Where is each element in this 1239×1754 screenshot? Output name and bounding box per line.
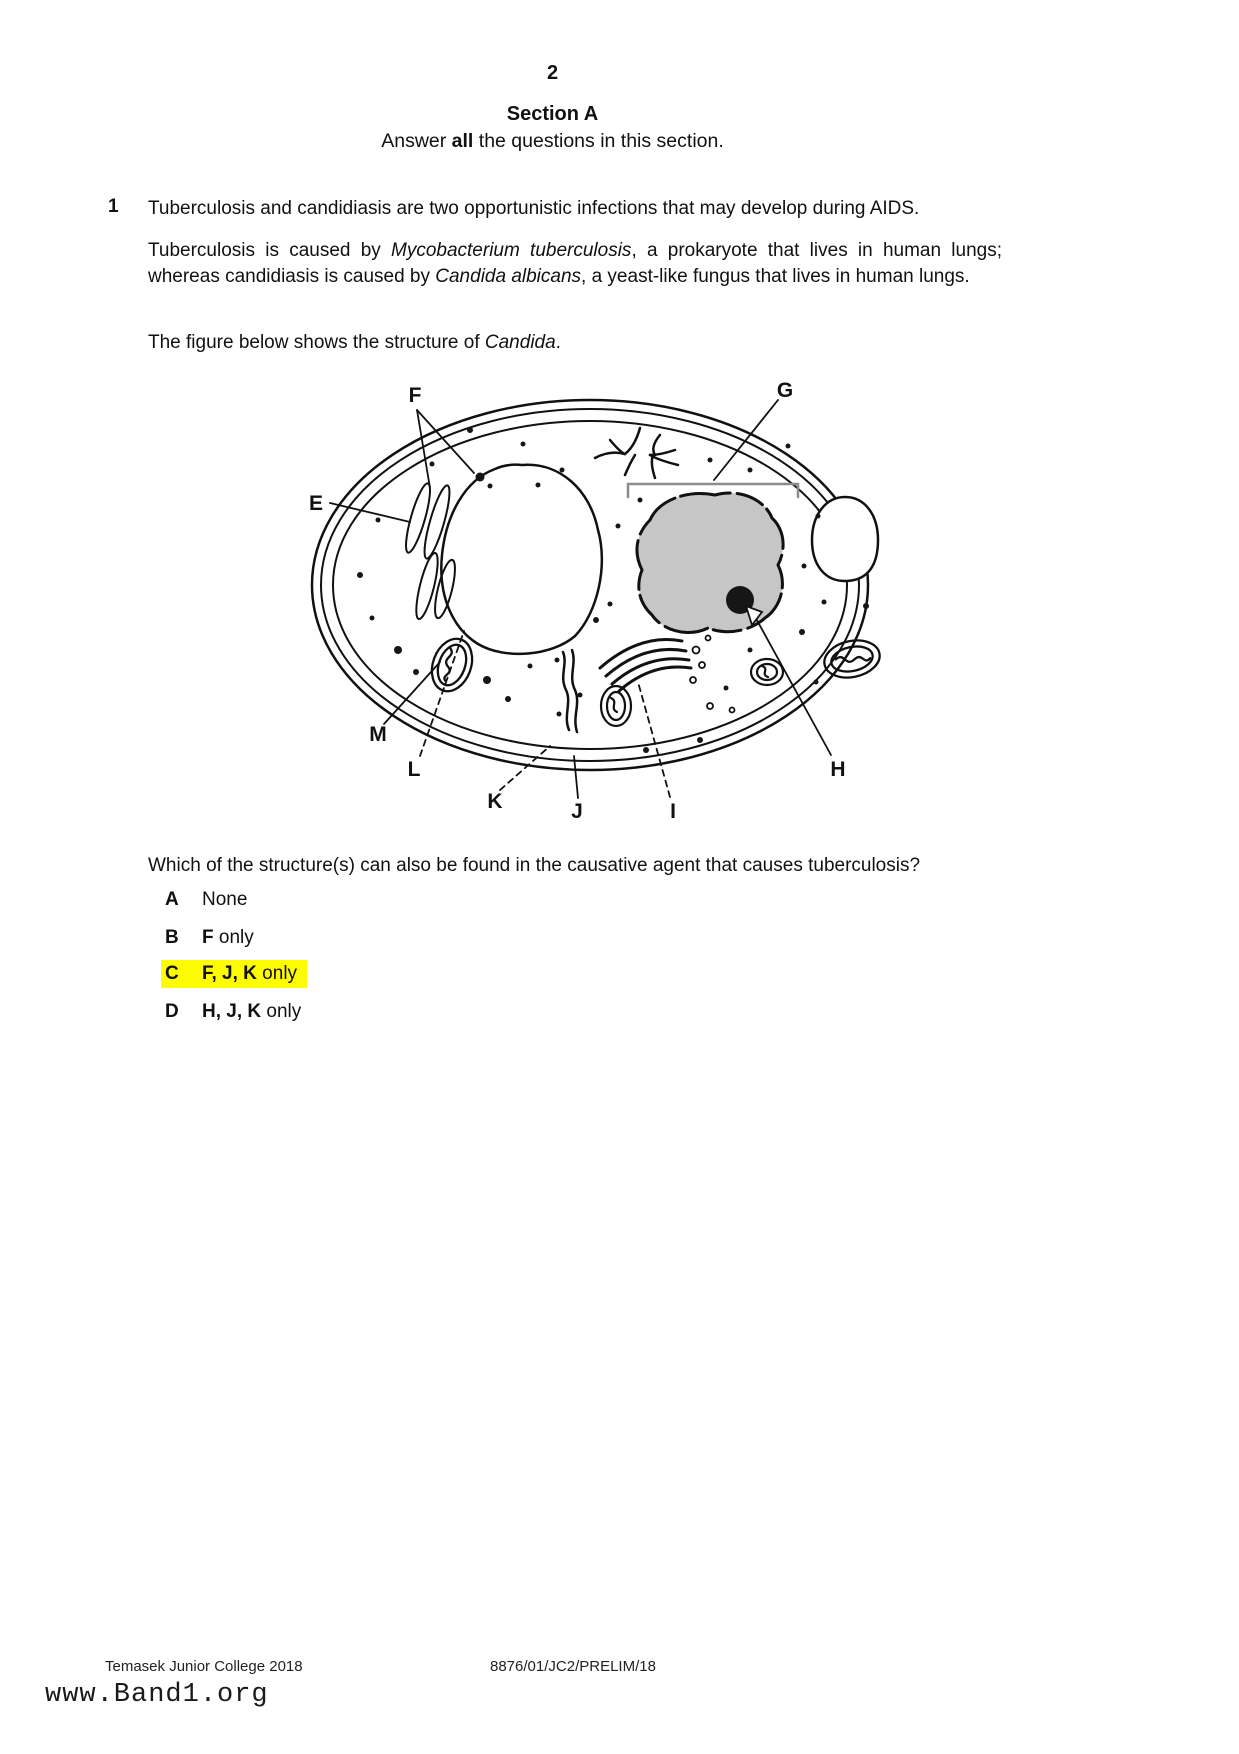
option-letter-C: C <box>165 963 179 984</box>
section-instruction <box>105 130 1000 153</box>
option-structures-B: F <box>202 927 214 948</box>
label-I: I <box>670 800 676 823</box>
option-text-C <box>202 963 297 984</box>
lipid-droplet <box>812 497 878 581</box>
label-M: M <box>369 723 387 746</box>
golgi-apparatus <box>600 640 691 691</box>
option-row-A <box>161 886 257 914</box>
label-J: J <box>571 800 583 823</box>
option-row-D <box>161 998 311 1026</box>
leader-E <box>330 503 410 522</box>
option-row-B <box>161 924 264 952</box>
cap-candida: Candida <box>484 332 556 353</box>
instr-prefix: Answer <box>381 130 452 152</box>
option-text-B <box>202 927 254 948</box>
rough-er-strip <box>563 650 577 732</box>
golgi-vesicles <box>690 636 735 713</box>
species-mycobacterium: Mycobacterium tuberculosis <box>391 240 632 261</box>
leader-I <box>638 682 670 797</box>
section-title: Section A <box>506 103 599 125</box>
label-K: K <box>487 790 503 813</box>
option-letter-A: A <box>165 889 179 910</box>
question-intro: Tuberculosis and candidiasis are two opportunistic infections that may develop during AIDS. <box>148 198 920 219</box>
leader-J <box>574 756 578 798</box>
option-row-C <box>161 960 307 988</box>
p2-t3: , a yeast-like fungus that lives in human lungs. <box>581 266 970 287</box>
label-G: G <box>776 379 794 402</box>
footer-watermark: www.Band1.org <box>45 1680 269 1710</box>
option-rest-C: only <box>256 963 298 984</box>
instr-bold: all <box>451 130 474 152</box>
instr-suffix: the questions in this section. <box>473 130 724 152</box>
p2-t1: Tuberculosis is caused by <box>148 240 391 261</box>
option-structures-D: H, J, K <box>202 1001 262 1022</box>
label-E: E <box>308 492 324 515</box>
option-letter-D: D <box>165 1001 179 1022</box>
option-text-A <box>202 889 247 910</box>
footer-school: Temasek Junior College 2018 <box>105 1658 303 1675</box>
species-candida-albicans: Candida albicans <box>435 266 582 287</box>
peroxisome-right <box>751 659 783 685</box>
question-prompt: Which of the structure(s) can also be found in the causative agent that causes tuberculosis? <box>148 855 921 876</box>
footer-paper-code: 8876/01/JC2/PRELIM/18 <box>490 1658 656 1675</box>
label-F: F <box>408 384 422 407</box>
option-text-D <box>202 1001 301 1022</box>
cap-t2: . <box>555 332 561 353</box>
vacuole <box>441 465 602 654</box>
candida-cell-figure <box>280 350 900 830</box>
branched-er <box>595 428 678 478</box>
cell-diagram-svg <box>280 350 900 830</box>
option-rest-D: only <box>261 1001 302 1022</box>
label-H: H <box>830 758 846 781</box>
free-ribosome-F <box>476 473 485 482</box>
question-paragraph-2 <box>148 238 1002 290</box>
option-rest-B: only <box>213 927 254 948</box>
mitochondrion-left <box>425 633 479 697</box>
p2-t2: , a prokaryote that lives in human lungs; whereas candidiasis is caused by <box>148 240 1002 287</box>
page-number: 2 <box>546 62 559 84</box>
option-letter-B: B <box>165 927 179 948</box>
label-L: L <box>407 758 421 781</box>
option-structures-C: F, J, K <box>202 963 257 984</box>
question-number: 1 <box>108 196 119 217</box>
cap-t1: The figure below shows the structure of <box>148 332 485 353</box>
option-rest-A: None <box>202 889 248 910</box>
peroxisome-left <box>601 686 631 726</box>
